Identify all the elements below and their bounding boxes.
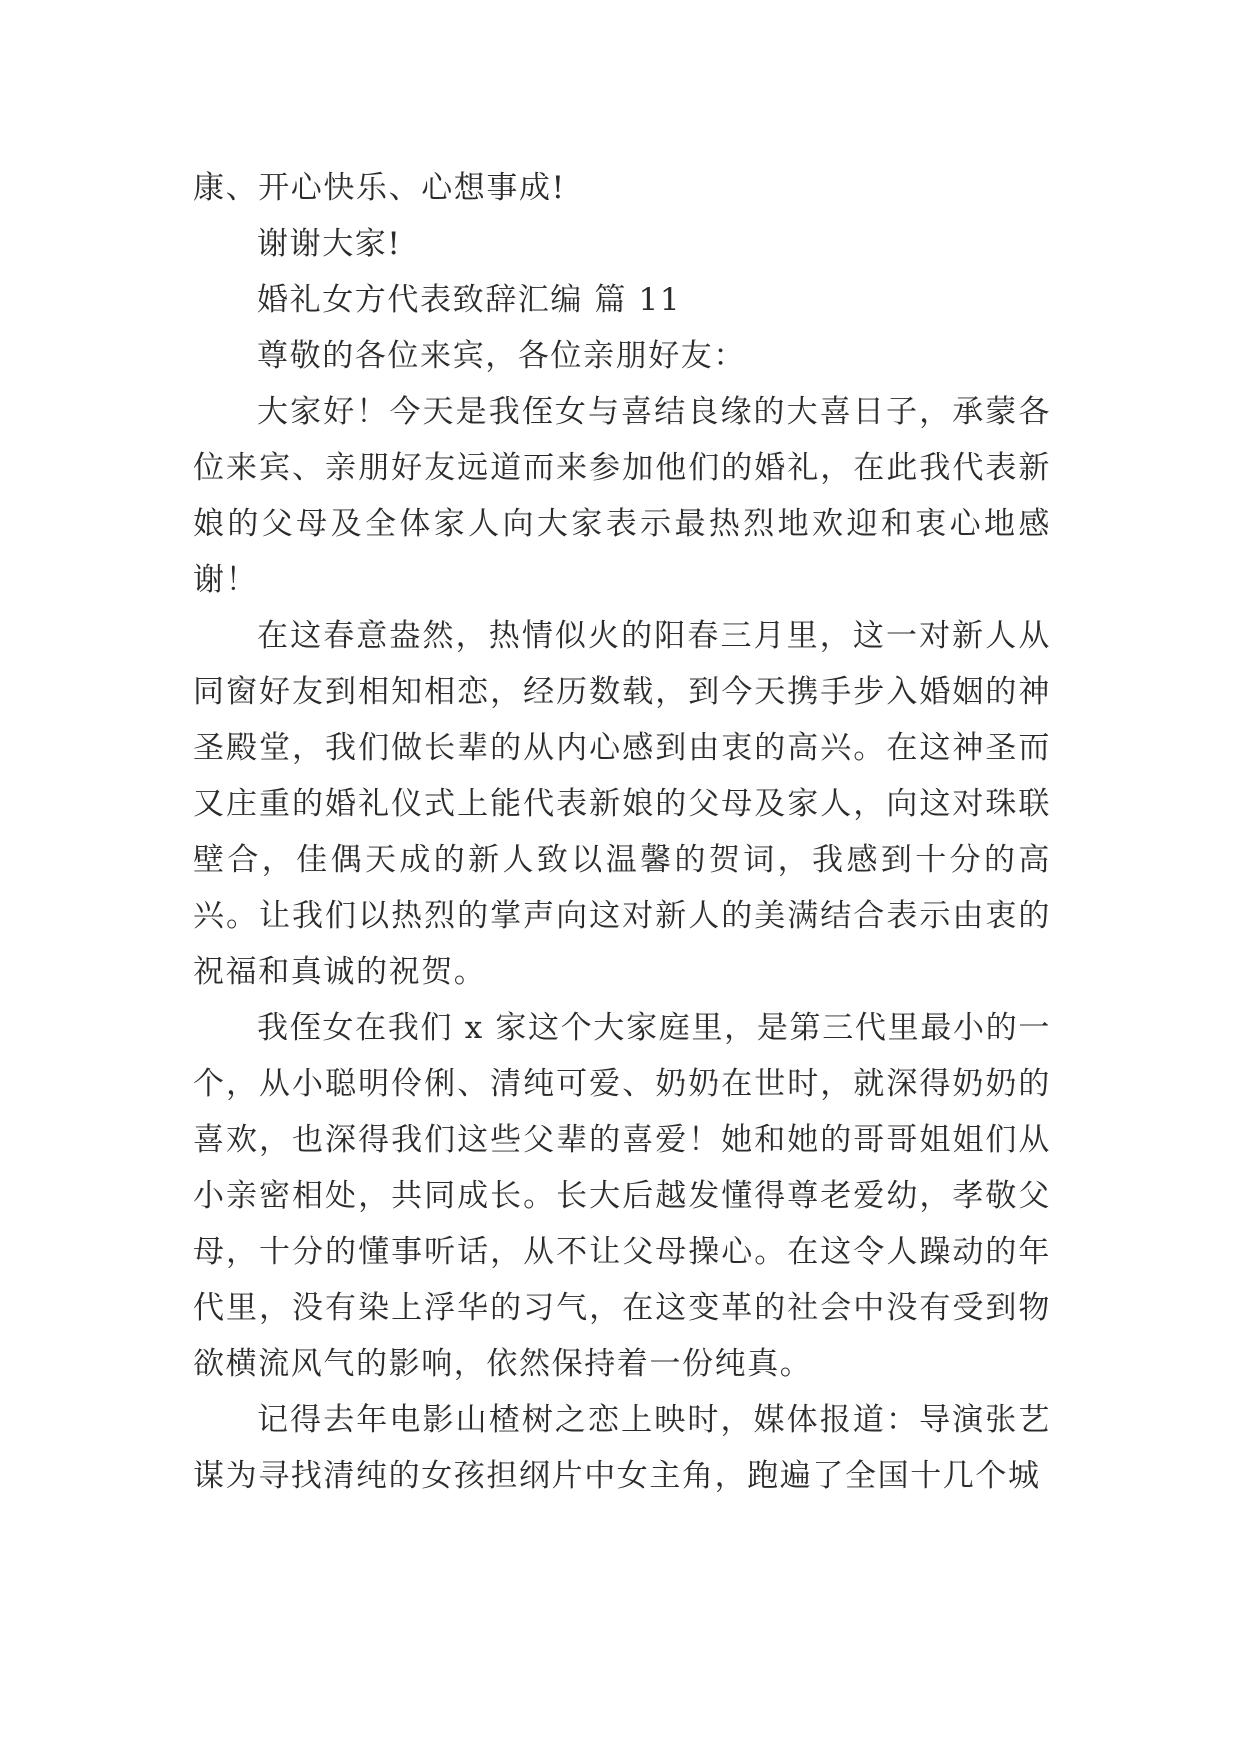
salutation: 尊敬的各位来宾，各位亲朋好友：: [257, 338, 746, 374]
paragraph-movie: 记得去年电影山楂树之恋上映时，媒体报道：导演张艺谋为寻找清纯的女孩担纲片中女主角，跑遍了全国十几个城: [193, 1402, 1051, 1494]
section-heading: 婚礼女方代表致辞汇编 篇 11: [257, 282, 682, 318]
paragraph-thanks: 谢谢大家!: [257, 226, 402, 262]
paragraph-welcome: 大家好！今天是我侄女与喜结良缘的大喜日子，承蒙各位来宾、亲朋好友远道而来参加他们的婚礼，在此我代表新娘的父母及全体家人向大家表示最热烈地欢迎和衷心地感谢！: [193, 394, 1051, 598]
paragraph-spring: 在这春意盎然，热情似火的阳春三月里，这一对新人从同窗好友到相知相恋，经历数载，到今天携手步入婚姻的神圣殿堂，我们做长辈的从内心感到由衷的高兴。在这神圣而又庄重的婚礼仪式上能代表新娘的父母及家人，向这对珠联壁合，佳偶天成的新人致以温馨的贺词，我感到十分的高兴。让我们以热烈的掌声向这对新人的美满结合表示由衷的祝福和真诚的祝贺。: [193, 618, 1051, 990]
paragraph-continuation: 康、开心快乐、心想事成!: [193, 170, 566, 206]
paragraph-niece: 我侄女在我们 x 家这个大家庭里，是第三代里最小的一个，从小聪明伶俐、清纯可爱、奶奶在世时，就深得奶奶的喜欢，也深得我们这些父辈的喜爱！她和她的哥哥姐姐们从小亲密相处，共同成长。长大后越发懂得尊老爱幼，孝敬父母，十分的懂事听话，从不让父母操心。在这令人躁动的年代里，没有染上浮华的习气，在这变革的社会中没有受到物欲横流风气的影响，依然保持着一份纯真。: [193, 1010, 1051, 1382]
document-body: [193, 160, 1051, 1504]
